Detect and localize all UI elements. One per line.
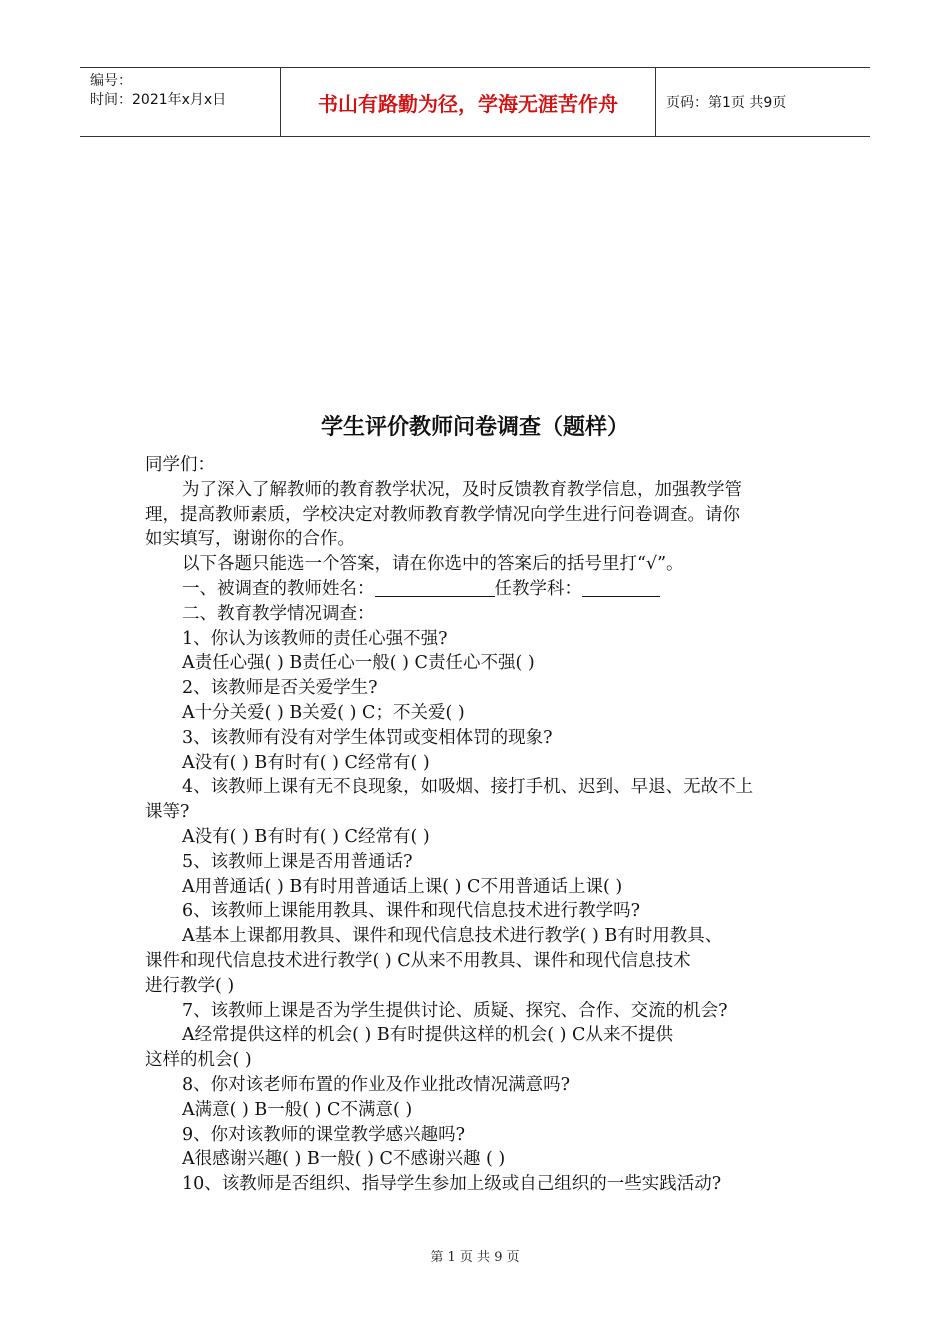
question-line: 2、该教师是否关爱学生? — [182, 678, 378, 699]
options-cont: 课件和现代信息技术进行教学( ) C从来不用教具、课件和现代信息技术 — [145, 950, 691, 971]
header-meta — [80, 68, 280, 136]
header-motto: 书山有路勤为径，学海无涯苦作舟 — [280, 68, 656, 136]
question-line: 9、你对该教师的课堂教学感兴趣吗? — [182, 1124, 466, 1145]
section1-line — [145, 577, 817, 602]
options-line: A经常提供这样的机会( ) B有时提供这样的机会( ) C从来不提供 — [182, 1025, 673, 1046]
options-line: A满意( ) B一般( ) C不满意( ) — [182, 1099, 413, 1120]
greeting: 同学们： — [145, 455, 215, 475]
question-line: 3、该教师有没有对学生体罚或变相体罚的现象? — [182, 727, 553, 748]
options-line: A基本上课都用教具、课件和现代信息技术进行教学( ) B有时用教具、 — [182, 926, 723, 947]
options-line: A用普通话( ) B有时用普通话上课( ) C不用普通话上课( ) — [182, 876, 623, 897]
header-page-info: 页码：第1页 共9页 — [666, 95, 787, 111]
question-line: 4、该教师上课有无不良现象，如吸烟、接打手机、迟到、早退、无故不上 — [182, 777, 754, 798]
instruction-line: 以下各题只能选一个答案，请在你选中的答案后的括号里打“√”。 — [182, 554, 684, 575]
subject-blank[interactable] — [582, 578, 660, 597]
section2-heading: 二、教育教学情况调查： — [182, 603, 375, 624]
options-line: A责任心强( ) B责任心一般( ) C责任心不强( ) — [182, 653, 535, 674]
page-footer: 第 1 页 共 9 页 — [430, 1250, 520, 1265]
intro-line: 为了深入了解教师的教育教学状况，及时反馈教育教学信息，加强教学管 — [182, 479, 742, 500]
document-title: 学生评价教师问卷调查（题样） — [320, 415, 629, 440]
options-line: A很感谢兴趣( ) B一般( ) C不感谢兴趣 ( ) — [182, 1149, 506, 1170]
question-line: 7、该教师上课是否为学生提供讨论、质疑、探究、合作、交流的机会? — [182, 1000, 728, 1021]
question-line: 6、该教师上课能用教具、课件和现代信息技术进行教学吗? — [182, 901, 641, 922]
date-label: 时间：2021年x月x日 — [90, 92, 227, 108]
options-line: A没有( ) B有时有( ) C经常有( ) — [182, 826, 430, 847]
teacher-name-blank[interactable] — [375, 578, 495, 597]
page-header — [80, 67, 870, 137]
serial-label: 编号： — [90, 73, 132, 89]
options-line: A没有( ) B有时有( ) C经常有( ) — [182, 752, 430, 773]
question-line: 1、你认为该教师的责任心强不强? — [182, 628, 448, 649]
intro-line: 理，提高教师素质，学校决定对教师教育教学情况向学生进行问卷调查。请你 — [145, 504, 740, 525]
question-line: 5、该教师上课是否用普通话? — [182, 851, 413, 872]
intro-line: 如实填写，谢谢你的合作。 — [145, 529, 355, 550]
subject-label: 任教学科： — [494, 578, 582, 599]
options-line: A十分关爱( ) B关爱( ) C；不关爱( ) — [182, 702, 465, 723]
question-cont: 课等? — [145, 802, 190, 823]
question-line: 10、该教师是否组织、指导学生参加上级或自己组织的一些实践活动? — [182, 1174, 722, 1195]
options-cont: 这样的机会( ) — [145, 1050, 252, 1071]
document-body — [145, 453, 817, 1197]
teacher-name-label: 一、被调查的教师姓名： — [182, 578, 375, 599]
question-line: 8、你对该老师布置的作业及作业批改情况满意吗? — [182, 1074, 571, 1095]
options-cont: 进行教学( ) — [145, 975, 235, 996]
